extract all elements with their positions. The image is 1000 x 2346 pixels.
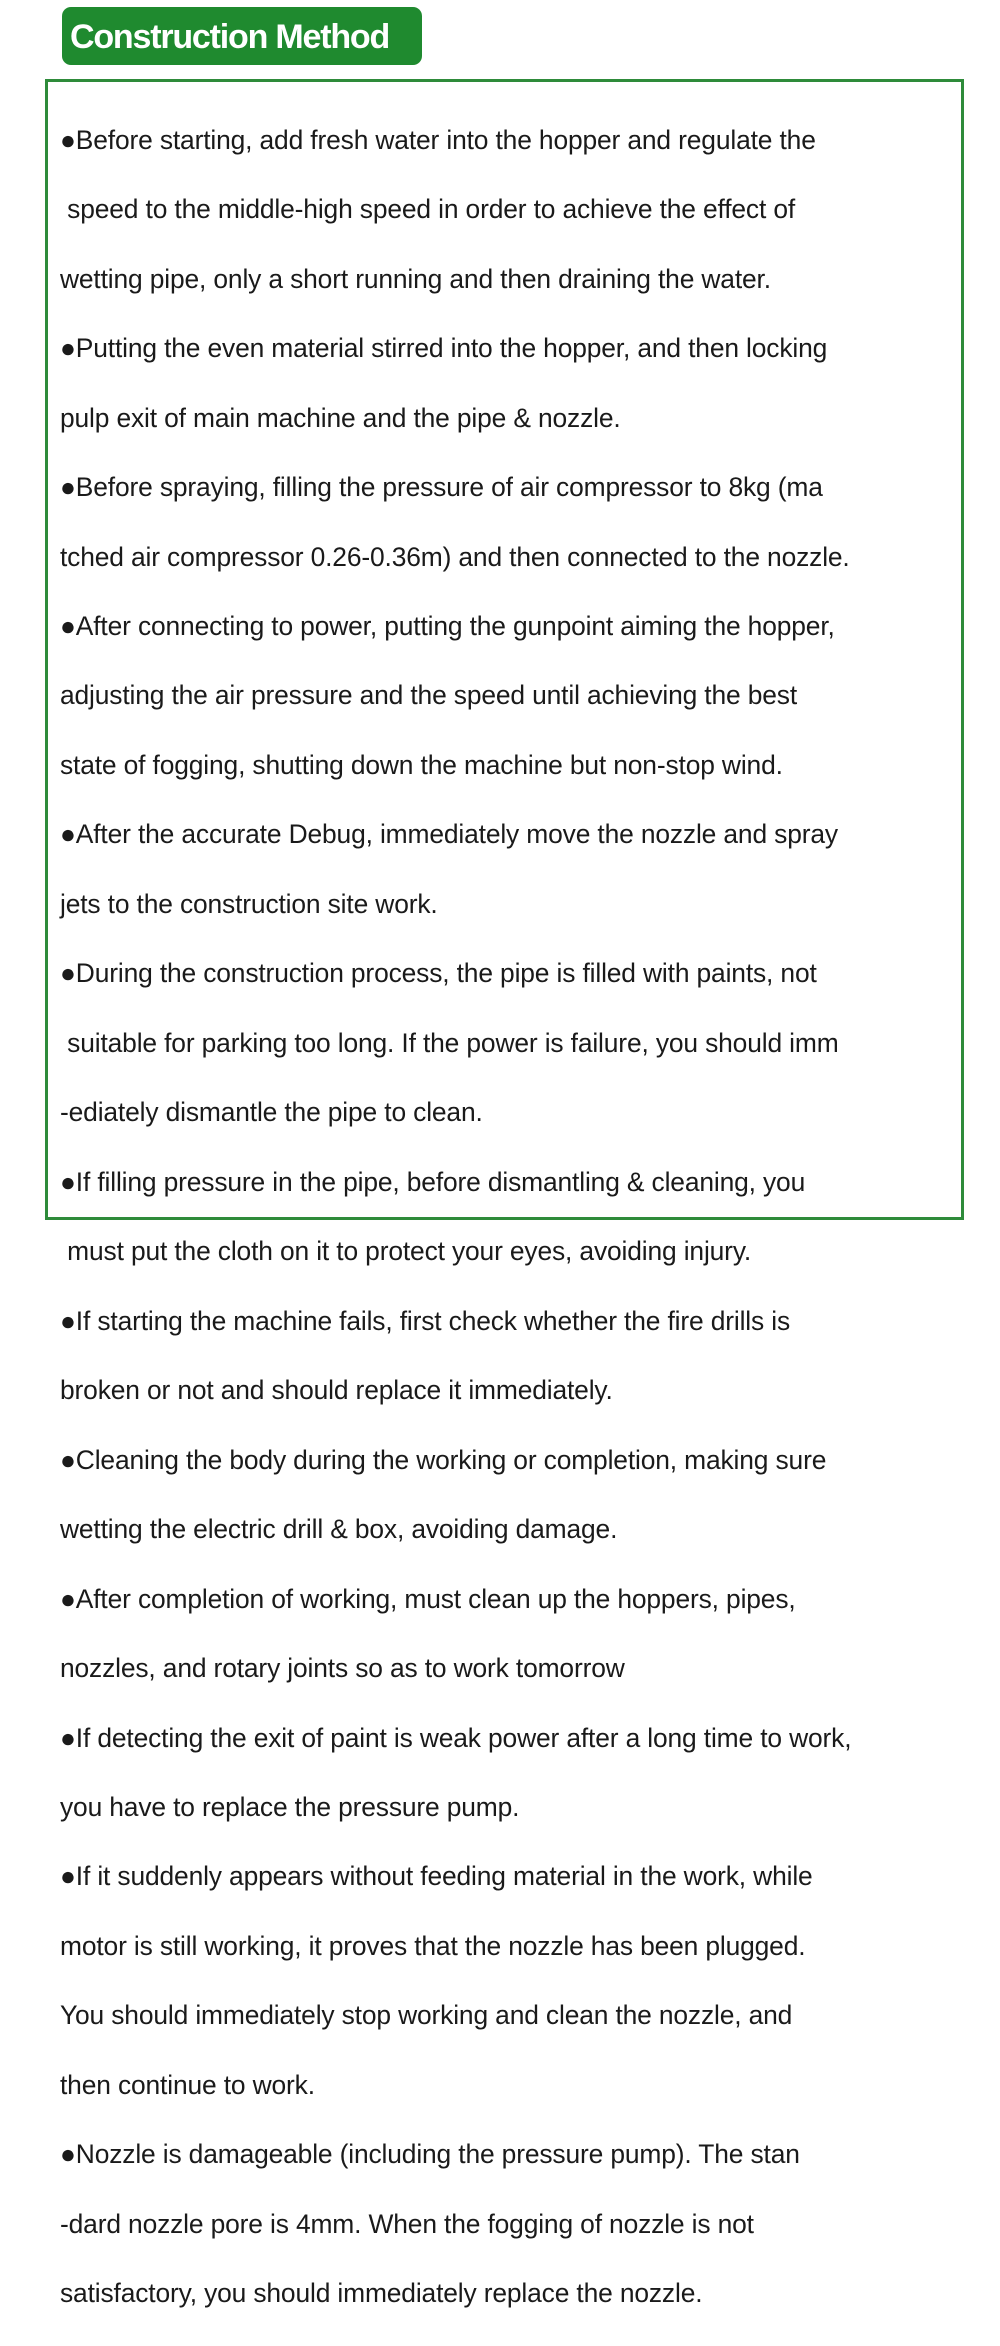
text-line: ●Cleaning the body during the working or completion, making sure: [60, 1444, 827, 1475]
text-line: ●After connecting to power, putting the gunpoint aiming the hopper,: [60, 611, 835, 642]
text-line: ●Putting the even material stirred into the hopper, and then locking: [60, 333, 828, 364]
text-line: speed to the middle-high speed in order to achieve the effect of: [60, 194, 796, 225]
text-line: must put the cloth on it to protect your eyes, avoiding injury.: [60, 1236, 752, 1267]
text-line: then continue to work.: [60, 2069, 315, 2100]
text-line: You should immediately stop working and clean the nozzle, and: [60, 2000, 793, 2031]
text-line: -ediately dismantle the pipe to clean.: [60, 1097, 483, 1128]
text-line: pulp exit of main machine and the pipe & nozzle.: [60, 402, 621, 433]
instructions-text: [60, 88, 960, 2346]
text-line: ●Nozzle is damageable (including the pressure pump). The stan: [60, 2139, 800, 2170]
text-line: ●During the construction process, the pipe is filled with paints, not: [60, 958, 817, 989]
section-title: Construction Method: [70, 18, 390, 56]
text-line: -dard nozzle pore is 4mm. When the fogging of nozzle is not: [60, 2208, 754, 2239]
text-line: ●Before spraying, filling the pressure of air compressor to 8kg (ma: [60, 472, 823, 503]
text-line: nozzles, and rotary joints so as to work tomorrow: [60, 1653, 625, 1684]
text-line: ●After completion of working, must clean up the hoppers, pipes,: [60, 1583, 796, 1614]
text-line: ●If it suddenly appears without feeding material in the work, while: [60, 1861, 813, 1892]
text-line: ●If filling pressure in the pipe, before dismantling & cleaning, you: [60, 1166, 806, 1197]
text-line: wetting the electric drill & box, avoiding damage.: [60, 1514, 618, 1545]
text-line: ●After the accurate Debug, immediately move the nozzle and spray: [60, 819, 838, 850]
text-line: ●Before starting, add fresh water into the hopper and regulate the: [60, 124, 816, 155]
text-line: ●If detecting the exit of paint is weak power after a long time to work,: [60, 1722, 852, 1753]
text-line: ●If starting the machine fails, first check whether the fire drills is: [60, 1305, 790, 1336]
text-line: broken or not and should replace it immediately.: [60, 1375, 613, 1406]
text-line: motor is still working, it proves that the nozzle has been plugged.: [60, 1930, 806, 1961]
text-line: wetting pipe, only a short running and then draining the water.: [60, 263, 771, 294]
text-line: you have to replace the pressure pump.: [60, 1791, 520, 1822]
text-line: tched air compressor 0.26-0.36m) and then connected to the nozzle.: [60, 541, 850, 572]
text-line: adjusting the air pressure and the speed until achieving the best: [60, 680, 798, 711]
text-line: satisfactory, you should immediately replace the nozzle.: [60, 2278, 703, 2309]
text-line: jets to the construction site work.: [60, 888, 438, 919]
text-line: suitable for parking too long. If the power is failure, you should imm: [60, 1027, 839, 1058]
text-line: state of fogging, shutting down the machine but non-stop wind.: [60, 749, 783, 780]
